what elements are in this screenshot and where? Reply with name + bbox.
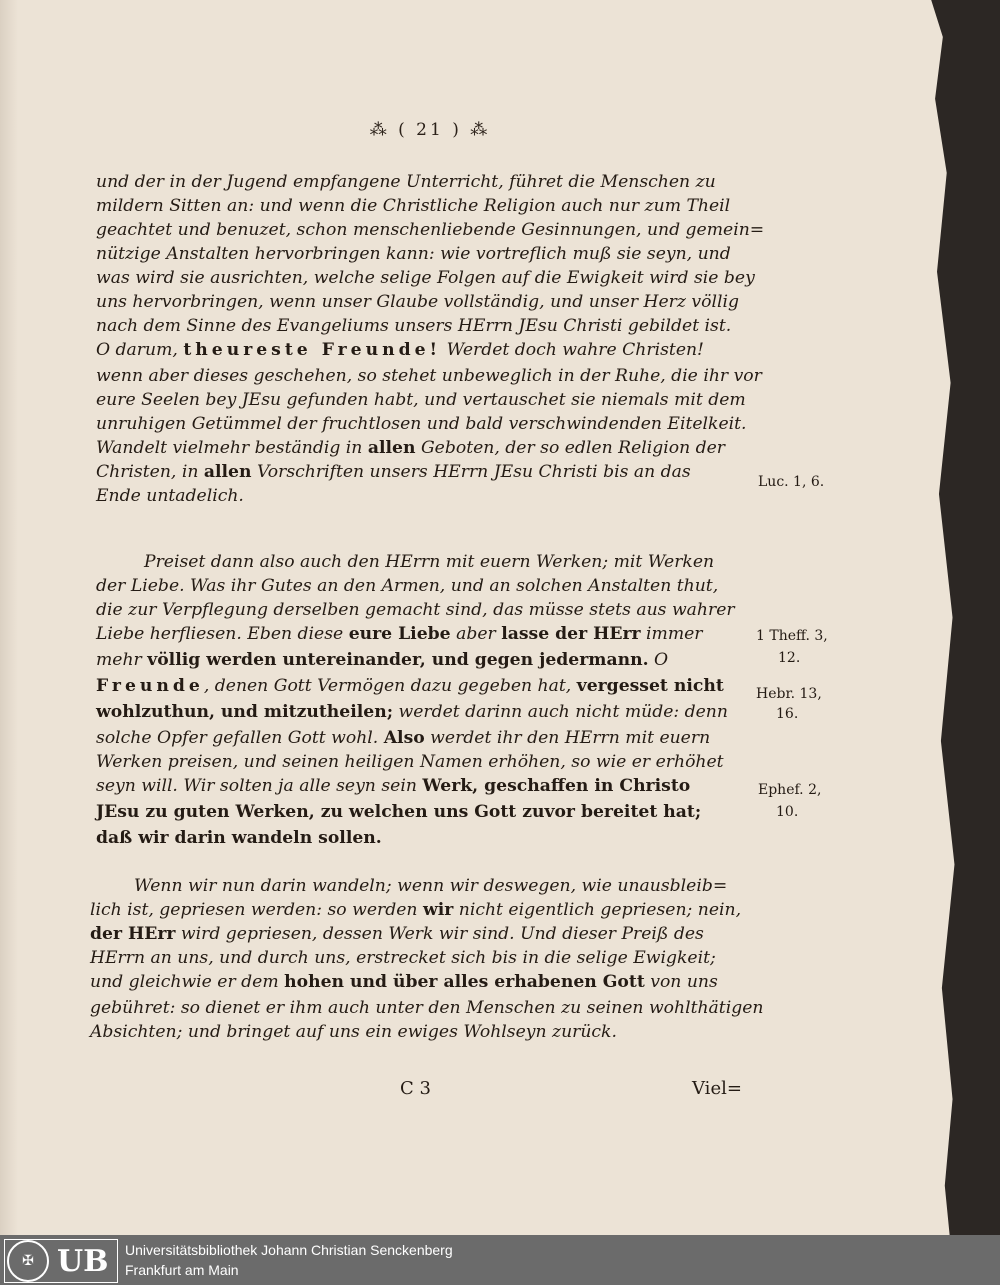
margin-note-ephes-verse: 10. [776,804,799,820]
text-line: Christen, in allen Vorschriften unsers HErrn JEsu Christi bis an das [96,462,691,482]
text-line: gebühret: so dienet er ihm auch unter den Menschen zu seinen wohlthätigen [90,998,764,1018]
text-line: wenn aber dieses geschehen, so stehet unbeweglich in der Ruhe, die ihr vor [96,366,762,386]
logo-text: UB [57,1243,109,1279]
text-line: unruhigen Getümmel der fruchtlosen und bald verschwindenden Eitelkeit. [96,414,747,434]
margin-note-hebr-verse: 16. [776,706,799,722]
text-line: Absichten; und bringet auf uns ein ewiges Wohlseyn zurück. [90,1022,617,1042]
emphasis: wir [422,900,454,920]
text-line: wohlzuthun, und mitzutheilen; werdet darinn auch nicht müde: denn [96,702,728,722]
text-line: lich ist, gepriesen werden: so werden wir nicht eigentlich gepriesen; nein, [90,900,742,920]
library-banner [0,1235,1000,1285]
margin-note-thess: 1 Theff. 3, [756,628,828,644]
text-line [96,802,701,822]
library-logo[interactable] [4,1239,118,1283]
emphasis: Freunde [96,676,204,696]
emphasis: allen [367,438,416,458]
emphasis: lasse der HErr [501,624,641,644]
margin-note-thess-verse: 12. [778,650,801,666]
text-line: die zur Verpflegung derselben gemacht sind, das müsse stets aus wahrer [96,600,735,620]
text-line: nach dem Sinne des Evangeliums unsers HErrn JEsu Christi gebildet ist. [96,316,732,336]
text-line: nützige Anstalten hervorbringen kann: wie vortreflich muß sie seyn, und [96,244,731,264]
emphasis: hohen und über alles erhabenen Gott [284,972,645,992]
page-header: ⁂ ( 21 ) ⁂ [369,120,491,140]
emphasis: Also [383,728,425,748]
margin-note-ephes: Ephef. 2, [758,782,822,798]
text-line: Werken preisen, und seinen heiligen Namen erhöhen, so wie er erhöhet [96,752,724,772]
text-line: und der in der Jugend empfangene Unterricht, führet die Menschen zu [96,172,716,192]
text-line: der HErr wird gepriesen, dessen Werk wir sind. Und dieser Preiß des [90,924,704,944]
margin-note-hebr: Hebr. 13, [756,686,822,702]
text-line: Ende untadelich. [96,486,244,506]
text-line [96,828,382,848]
emphasis: eure Liebe [348,624,451,644]
text-line: O darum, theureste Freunde! Werdet doch wahre Christen! [96,340,704,360]
text-line: seyn will. Wir solten ja alle seyn sein Werk, geschaffen in Christo [96,776,691,796]
text-line: eure Seelen bey JEsu gefunden habt, und vertauschet sie niemals mit dem [96,390,746,410]
text-line: solche Opfer gefallen Gott wohl. Also werdet ihr den HErrn mit euern [96,728,711,748]
emphasis: theureste Freunde! [183,340,442,360]
emphasis: JEsu zu guten Werken, zu welchen uns Gott zuvor bereitet hat; [96,802,702,822]
text-line: Preiset dann also auch den HErrn mit euern Werken; mit Werken [144,552,715,572]
text-line: mildern Sitten an: und wenn die Christliche Religion auch nur zum Theil [96,196,731,216]
catchword: Viel= [692,1078,742,1099]
text-line: uns hervorbringen, wenn unser Glaube vollständig, und unser Herz völlig [96,292,739,312]
emphasis: vergesset nicht [576,676,724,696]
seal-icon: ✠ [7,1240,49,1282]
text-line: der Liebe. Was ihr Gutes an den Armen, und an solchen Anstalten thut, [96,576,719,596]
signature-mark: C 3 [400,1078,431,1099]
emphasis: allen [203,462,252,482]
text-line: Freunde, denen Gott Vermögen dazu gegeben hat, vergesset nicht [96,676,724,696]
library-name: Universitätsbibliothek Johann Christian Senckenberg [125,1242,453,1258]
text-line: geachtet und benuzet, schon menschenliebende Gesinnungen, und gemein= [96,220,765,240]
text-line: und gleichwie er dem hohen und über alles erhabenen Gott von uns [90,972,718,992]
margin-note-luc: Luc. 1, 6. [758,474,825,490]
text-line: Wenn wir nun darin wandeln; wenn wir deswegen, wie unausbleib= [134,876,728,896]
emphasis: wohlzuthun, und mitzutheilen; [96,702,394,722]
text-line: Liebe herfliesen. Eben diese eure Liebe aber lasse der HErr immer [96,624,703,644]
emphasis: Werk, geschaffen in Christo [422,776,691,796]
emphasis: der HErr [90,924,176,944]
text-line: HErrn an uns, und durch uns, erstrecket sich bis in die selige Ewigkeit; [90,948,716,968]
text-line: was wird sie ausrichten, welche selige Folgen auf die Ewigkeit wird sie bey [96,268,755,288]
text-line: mehr völlig werden untereinander, und gegen jedermann. O [96,650,669,670]
library-location: Frankfurt am Main [125,1262,239,1278]
text-line: Wandelt vielmehr beständig in allen Geboten, der so edlen Religion der [96,438,726,458]
emphasis: völlig werden untereinander, und gegen jedermann. [147,650,649,670]
page-gutter-shadow [0,0,18,1235]
emphasis: daß wir darin wandeln sollen. [96,828,382,848]
